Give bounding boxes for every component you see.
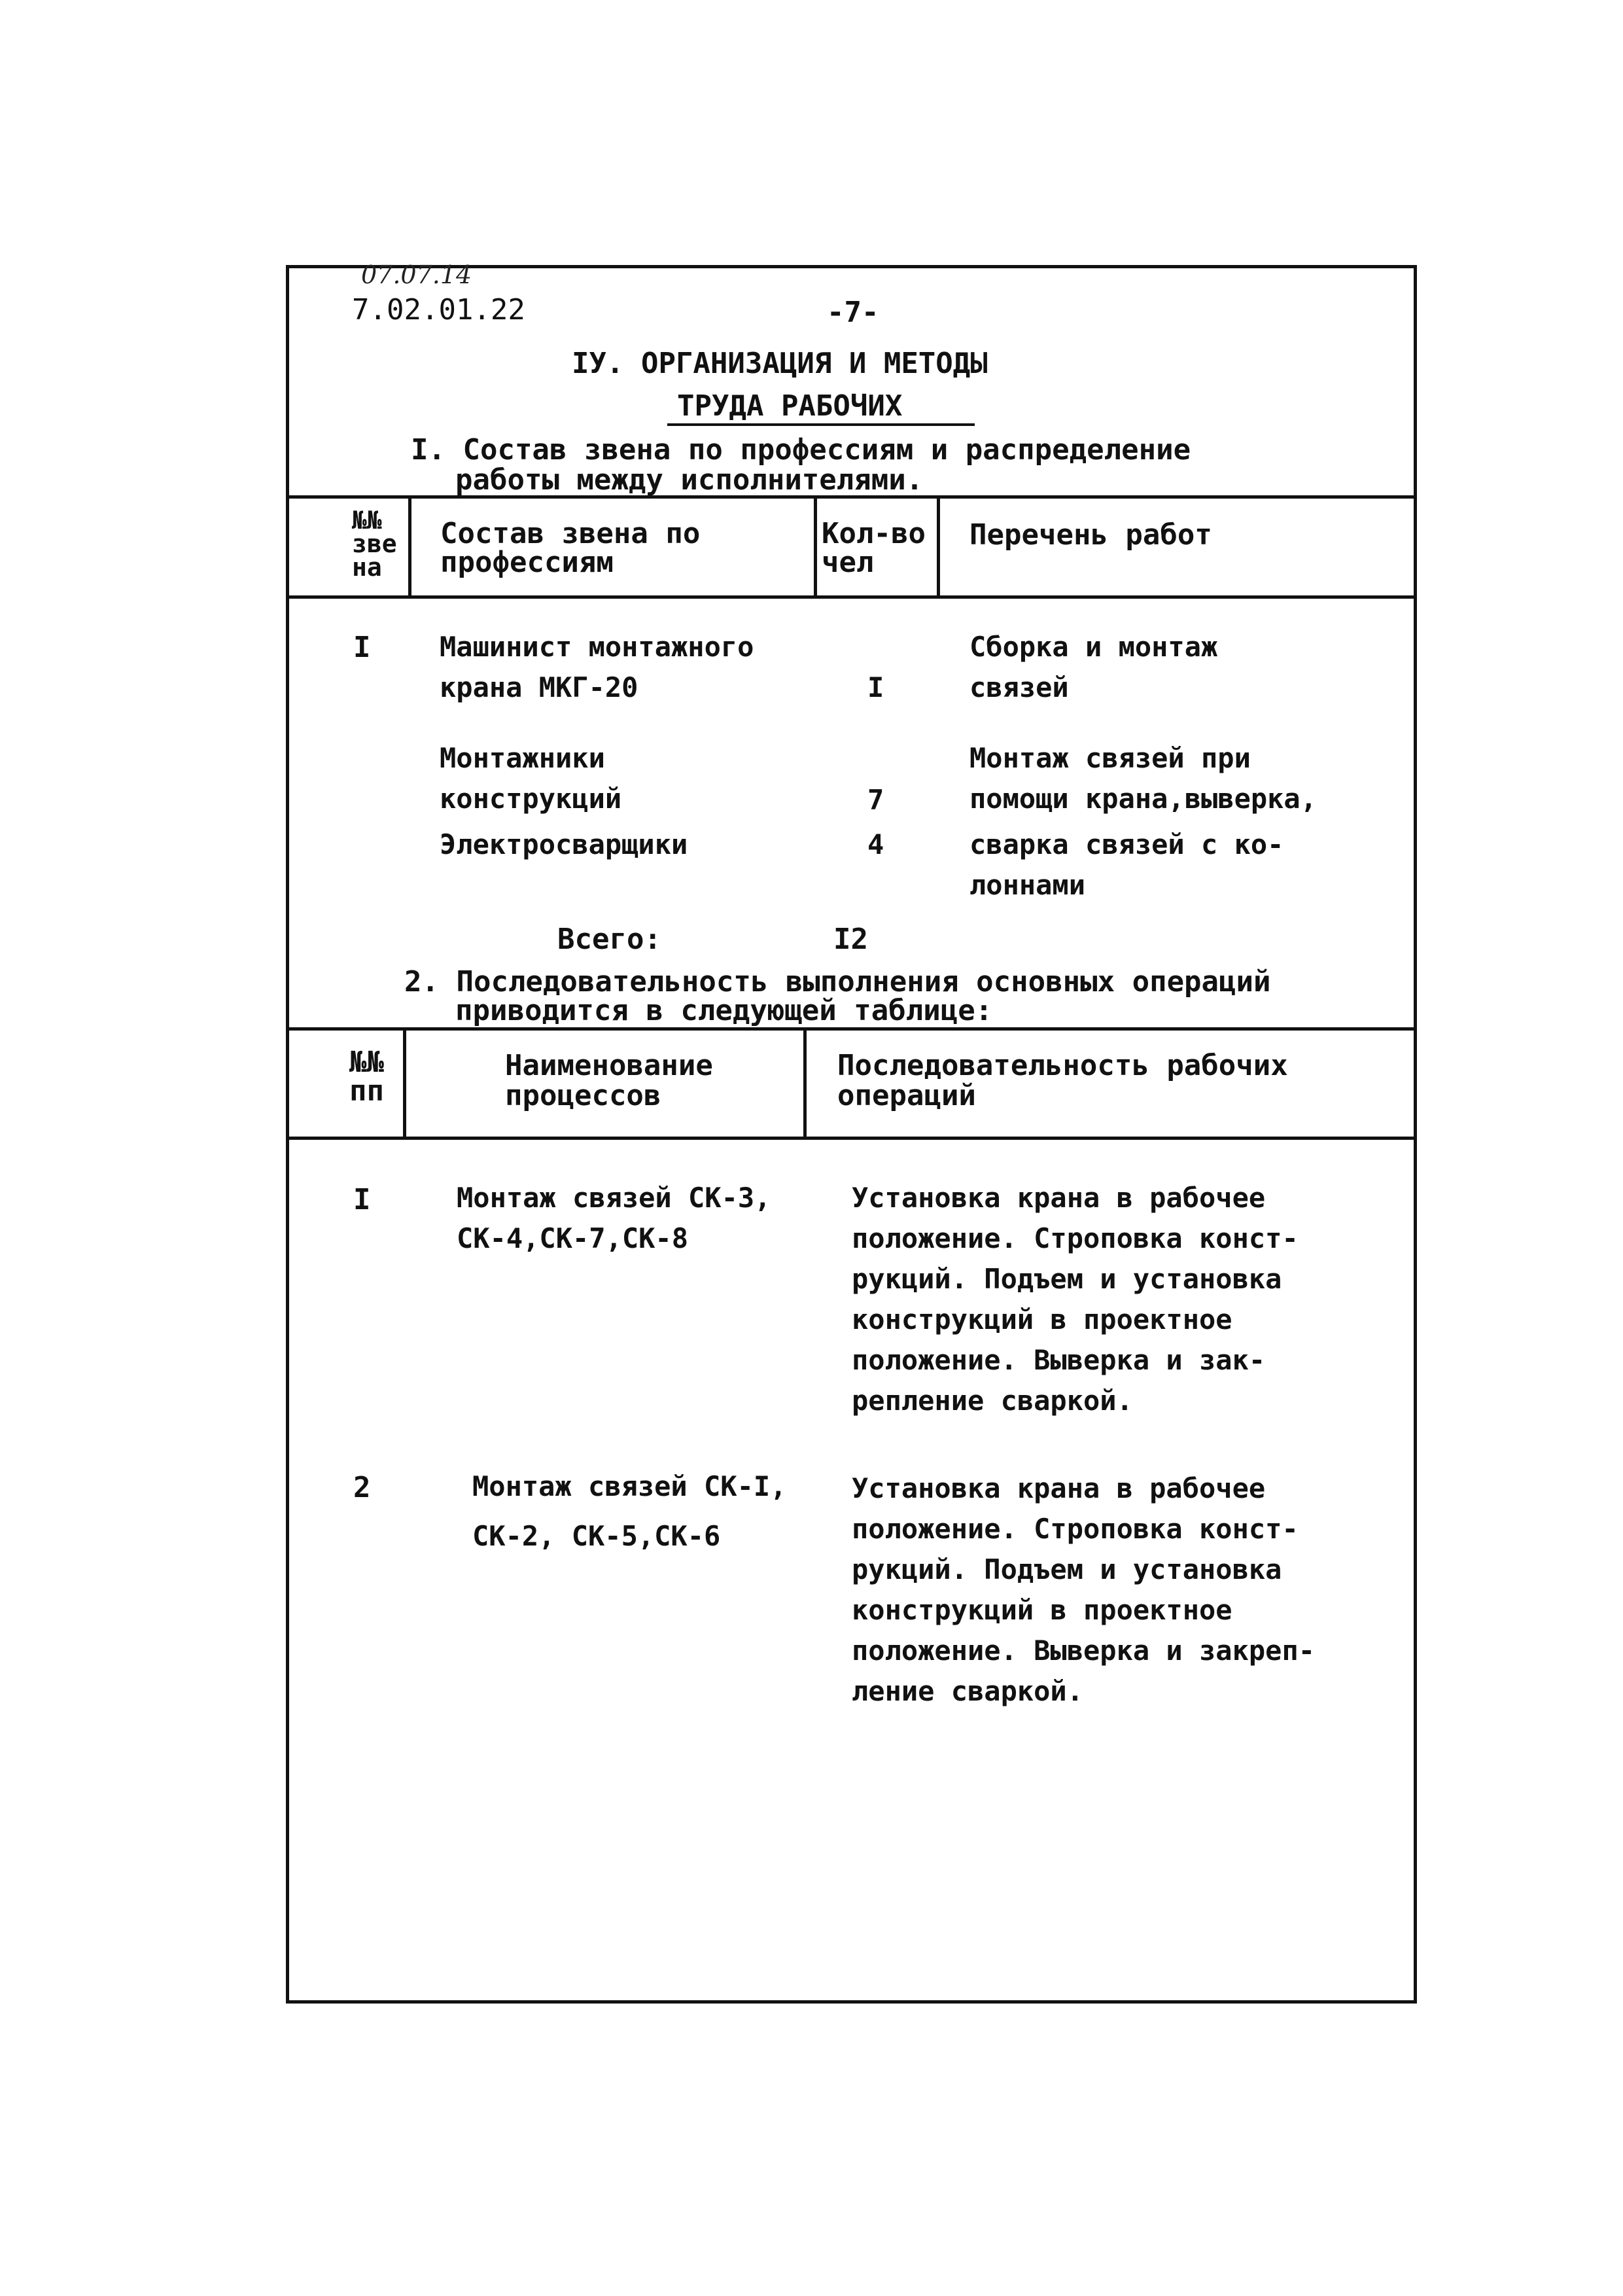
header-line: на (352, 553, 382, 582)
works-cell (969, 738, 1317, 819)
cell-line: помощи крана,выверка, (969, 783, 1318, 815)
cell-line: положение. Строповка конст- (852, 1513, 1299, 1545)
cell-line: Монтажники (440, 742, 605, 774)
header-line: процессов (505, 1079, 661, 1112)
cell-line: Установка крана в рабочее (852, 1182, 1266, 1214)
composition-cell (440, 824, 688, 865)
table2-row-num: 2 (353, 1471, 371, 1504)
table1-header-num (352, 506, 397, 582)
cell-line: конструкций в проектное (852, 1594, 1232, 1626)
cell-line: сварка связей с ко- (969, 828, 1284, 860)
document-frame (286, 260, 1417, 2004)
part2-heading-cont: приводится в следующей таблице: (455, 994, 993, 1027)
part2-heading: 2. Последовательность выполнения основных операций (404, 965, 1271, 998)
cell-line: Монтаж связей СК-3, (457, 1182, 771, 1214)
table1-col-divider (814, 495, 817, 599)
cell-line: крана МКГ-20 (440, 671, 638, 703)
cell-line: конструкций (440, 783, 622, 815)
cell-line: рукций. Подъем и установка (852, 1553, 1282, 1585)
section-title: IУ. ОРГАНИЗАЦИЯ И МЕТОДЫ (572, 347, 988, 380)
table2-header-sequence (837, 1051, 1288, 1111)
cell-line: рукций. Подъем и установка (852, 1263, 1282, 1295)
header-line: профессиям (440, 546, 614, 579)
page-number: -7- (827, 296, 879, 329)
header-line: №№ (349, 1046, 384, 1079)
subtitle-underline (667, 423, 975, 426)
count-cell: I (867, 671, 884, 703)
table2-top-rule (289, 1027, 1414, 1031)
process-cell (472, 1462, 786, 1561)
composition-cell (440, 627, 754, 708)
handwritten-note: 07.07.14 (361, 260, 472, 289)
sequence-cell (852, 1468, 1315, 1712)
cell-line: Установка крана в рабочее (852, 1472, 1266, 1504)
count-cell: 4 (867, 828, 884, 860)
cell-line: связей (969, 671, 1069, 703)
table1-header-count (822, 517, 926, 579)
cell-line: Сборка и монтаж (969, 631, 1218, 663)
part1-heading-cont: работы между исполнителями. (455, 463, 924, 497)
count-cell: 7 (867, 784, 884, 816)
table1-header-works: Перечень работ (969, 518, 1212, 552)
table1-header-rule (289, 595, 1414, 599)
table2-row-num: I (353, 1183, 371, 1216)
header-line: Наименование (505, 1049, 713, 1082)
table2-header-process (505, 1051, 713, 1111)
header-line: пп (349, 1074, 384, 1108)
cell-line: ление сваркой. (852, 1675, 1084, 1707)
table1-header-composition (440, 517, 701, 579)
header-line: Состав звена по (440, 517, 701, 550)
works-cell (969, 824, 1283, 906)
table1-row-num: I (353, 631, 371, 664)
table1-col-divider (408, 495, 411, 599)
header-line: чел (822, 546, 874, 579)
total-label: Всего: (557, 923, 661, 956)
section-subtitle: ТРУДА РАБОЧИХ (677, 389, 903, 423)
table2-col-divider (803, 1027, 807, 1140)
cell-line: СК-4,СК-7,СК-8 (457, 1222, 689, 1254)
composition-cell (440, 738, 621, 819)
table2-header-rule (289, 1137, 1414, 1140)
header-line: Последовательность рабочих (837, 1049, 1288, 1082)
cell-line: СК-2, СК-5,СК-6 (472, 1520, 721, 1552)
table1-col-divider (937, 495, 940, 599)
table2-header-num (349, 1048, 384, 1106)
process-cell (457, 1178, 771, 1259)
header-line: операций (837, 1079, 976, 1112)
cell-line: положение. Выверка и зак- (852, 1344, 1266, 1376)
header-line: Кол-во (822, 517, 926, 550)
table2-col-divider (403, 1027, 406, 1140)
cell-line: Электросварщики (440, 828, 688, 860)
cell-line: Машинист монтажного (440, 631, 754, 663)
header-line: зве (352, 529, 397, 558)
cell-line: Монтаж связей СК-I, (472, 1470, 787, 1502)
cell-line: конструкций в проектное (852, 1303, 1232, 1335)
doc-code: 7.02.01.22 (352, 293, 525, 327)
cell-line: положение. Строповка конст- (852, 1222, 1299, 1254)
cell-line: лоннами (969, 869, 1086, 901)
total-value: I2 (833, 923, 868, 956)
sequence-cell (852, 1178, 1299, 1421)
cell-line: Монтаж связей при (969, 742, 1251, 774)
part1-heading: I. Состав звена по профессиям и распределение (411, 433, 1191, 467)
works-cell (969, 627, 1217, 708)
cell-line: репление сваркой. (852, 1385, 1133, 1417)
table1-top-rule (289, 495, 1414, 499)
header-line: №№ (352, 506, 382, 535)
cell-line: положение. Выверка и закреп- (852, 1634, 1316, 1667)
